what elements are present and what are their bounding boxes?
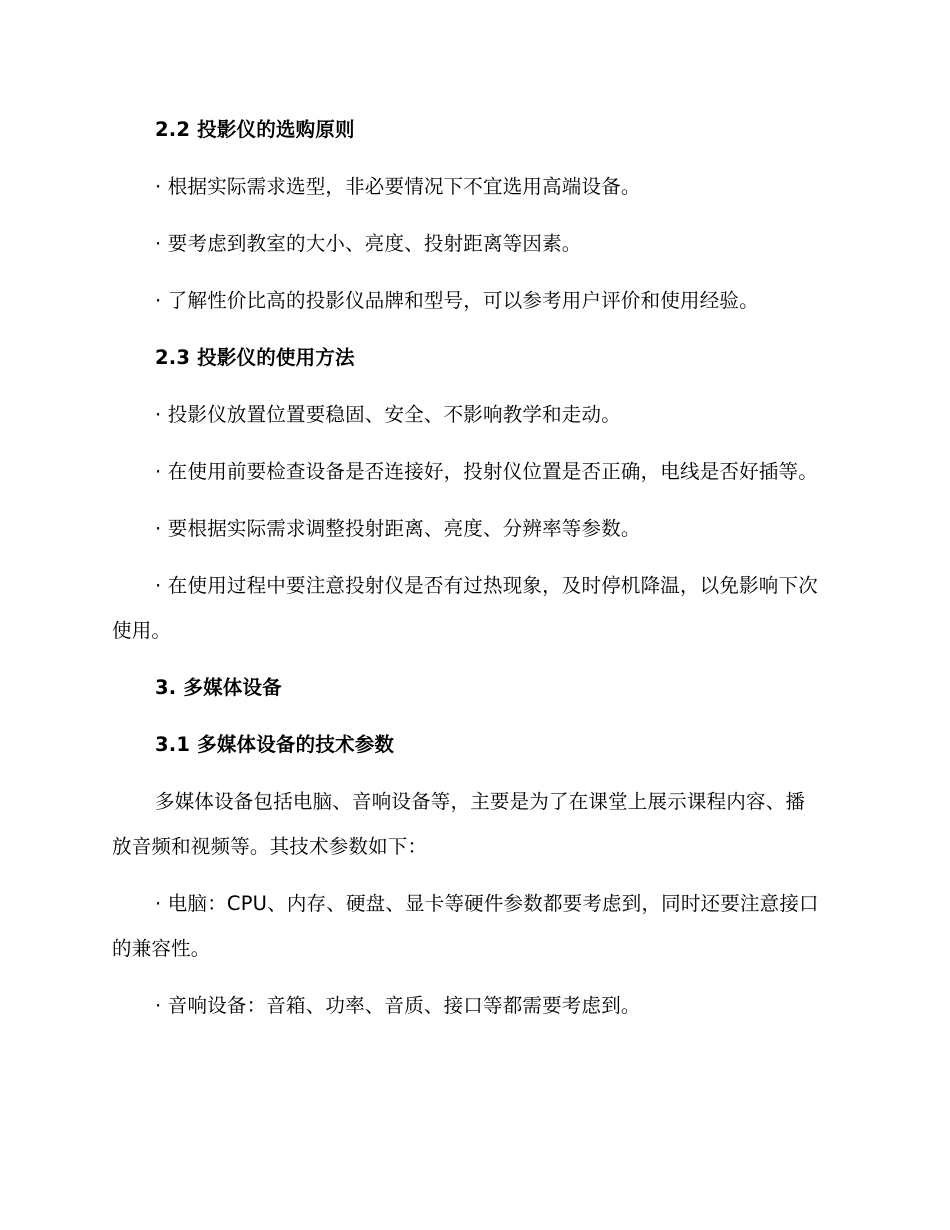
bullet-paragraph: · 在使用前要检查设备是否连接好，投射仪位置是否正确，电线是否好插等。 [155,460,818,483]
section-heading-3: 3. 多媒体设备 [155,676,282,699]
bullet-paragraph: · 要考虑到教室的大小、亮度、投射距离等因素。 [155,232,582,255]
bullet-paragraph: · 了解性价比高的投影仪品牌和型号，可以参考用户评价和使用经验。 [155,289,759,312]
bullet-paragraph: · 根据实际需求选型，非必要情况下不宜选用高端设备。 [155,175,641,198]
bullet-paragraph: · 投影仪放置位置要稳固、安全、不影响教学和走动。 [155,403,621,426]
bullet-paragraph: · 音响设备：音箱、功率、音质、接口等都需要考虑到。 [155,994,641,1017]
section-heading-3-1: 3.1 多媒体设备的技术参数 [155,733,395,756]
bullet-paragraph: · 电脑：CPU、内存、硬盘、显卡等硬件参数都要考虑到，同时还要注意接口的兼容性。 [112,892,819,960]
section-heading-2-3: 2.3 投影仪的使用方法 [155,346,355,369]
bullet-paragraph: · 要根据实际需求调整投射距离、亮度、分辨率等参数。 [155,517,641,540]
document-body [112,107,824,1040]
bullet-paragraph: · 在使用过程中要注意投射仪是否有过热现象，及时停机降温，以免影响下次使用。 [112,574,818,642]
body-paragraph: 多媒体设备包括电脑、音响设备等，主要是为了在课堂上展示课程内容、播放音频和视频等。其技术参数如下： [112,790,806,858]
section-heading-2-2: 2.2 投影仪的选购原则 [155,118,355,141]
